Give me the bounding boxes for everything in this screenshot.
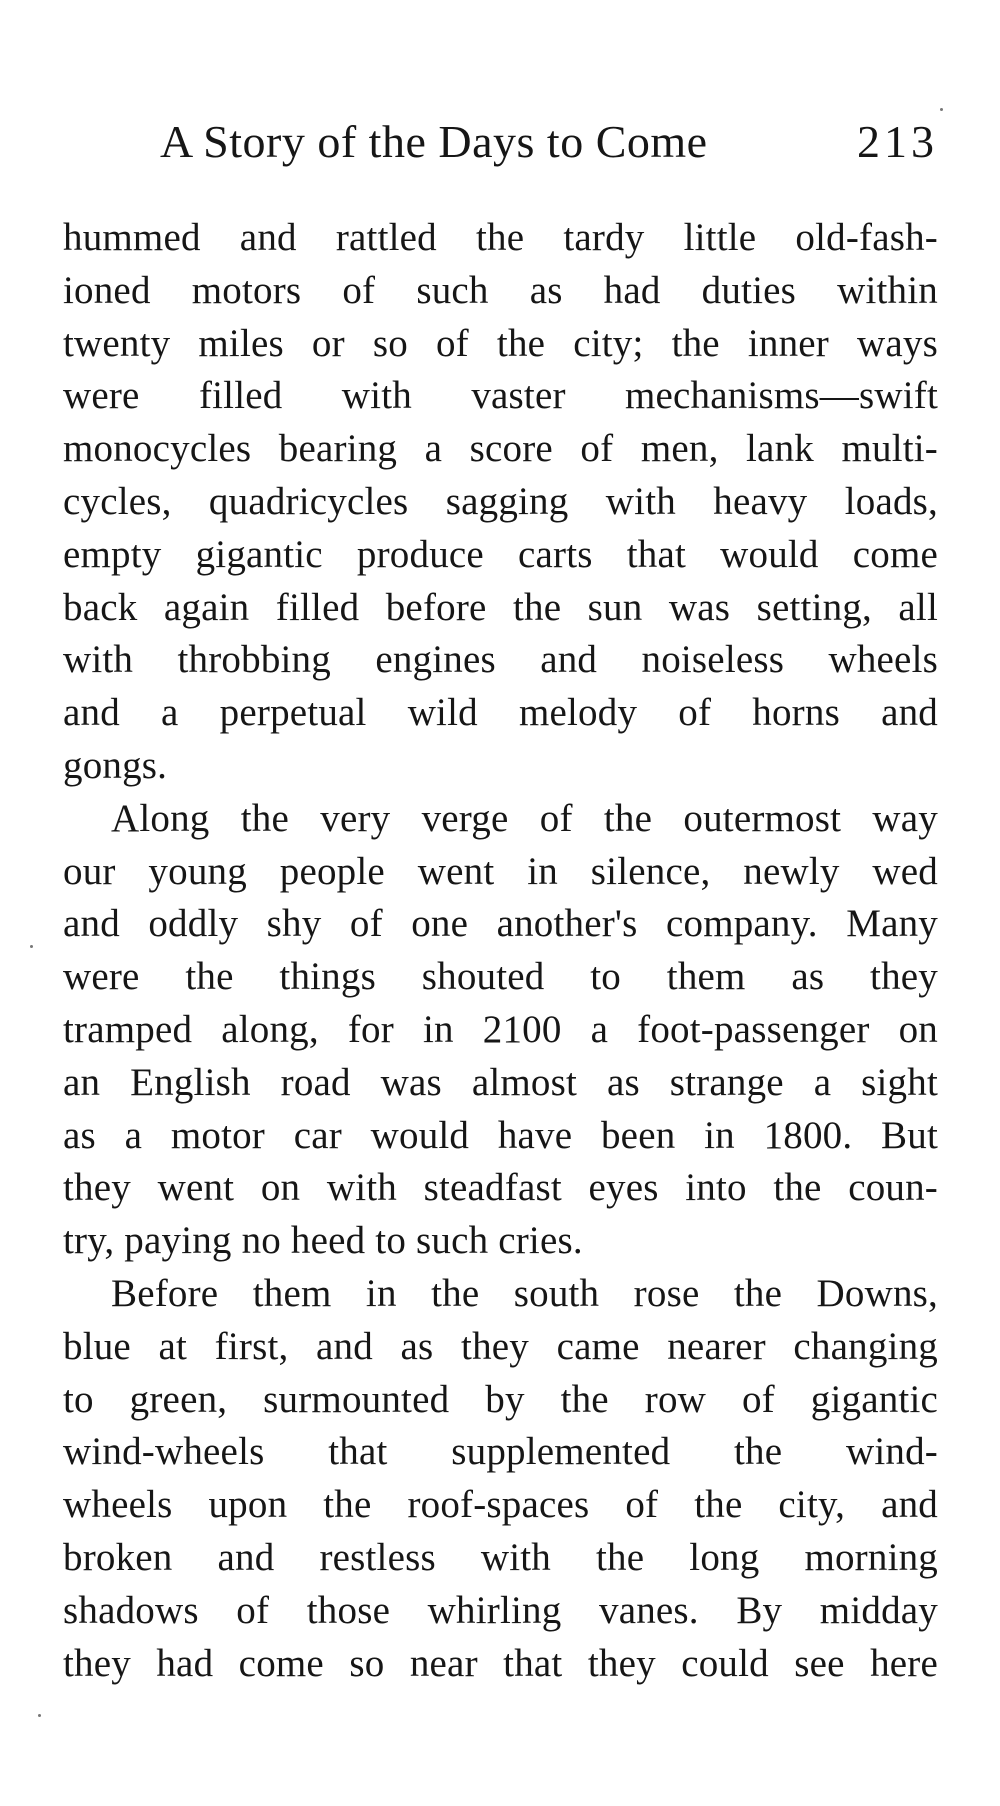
scan-speck — [30, 945, 33, 948]
text-line: Along the very verge of the outermost way — [111, 796, 938, 840]
text-line: twenty miles or so of the city; the inner ways — [63, 321, 938, 365]
running-title: A Story of the Days to Come — [160, 116, 708, 167]
paragraph-1 — [63, 212, 938, 793]
text-line: to green, surmounted by the row of gigantic — [63, 1377, 938, 1421]
text-line: they had come so near that they could see here — [63, 1641, 938, 1685]
text-line: monocycles bearing a score of men, lank multi- — [63, 427, 938, 471]
running-head — [160, 112, 938, 172]
text-line: were filled with vaster mechanisms—swift — [63, 374, 938, 418]
text-line: cycles, quadricycles sagging with heavy loads, — [63, 479, 938, 523]
paragraph-3 — [63, 1268, 938, 1690]
text-line: broken and restless with the long morning — [63, 1535, 938, 1579]
text-line: Before them in the south rose the Downs, — [111, 1271, 938, 1315]
text-line: an English road was almost as strange a sight — [63, 1060, 938, 1104]
text-line: tramped along, for in 2100 a foot-passenger on — [63, 1007, 938, 1051]
text-line: hummed and rattled the tardy little old-fash- — [63, 216, 938, 259]
text-line: our young people went in silence, newly wed — [63, 849, 938, 893]
page-number: 213 — [857, 116, 938, 167]
text-line: and a perpetual wild melody of horns and — [63, 691, 938, 735]
text-line: empty gigantic produce carts that would come — [63, 532, 938, 576]
scan-speck — [940, 108, 943, 111]
text-line: wind-wheels that supplemented the wind- — [63, 1430, 938, 1474]
paragraph-2 — [63, 793, 938, 1268]
text-line: gongs. — [63, 743, 168, 787]
text-line: blue at first, and as they came nearer changing — [63, 1324, 938, 1368]
text-line: were the things shouted to them as they — [63, 955, 938, 999]
text-line: they went on with steadfast eyes into the coun- — [63, 1166, 938, 1210]
text-line: wheels upon the roof-spaces of the city, and — [63, 1483, 938, 1527]
text-line: back again filled before the sun was setting, all — [63, 585, 938, 629]
text-line: try, paying no heed to such cries. — [63, 1219, 583, 1263]
text-line: shadows of those whirling vanes. By midday — [63, 1588, 938, 1632]
scan-speck — [38, 1714, 41, 1717]
text-line: and oddly shy of one another's company. Many — [63, 902, 938, 946]
text-line: ioned motors of such as had duties within — [63, 268, 938, 312]
text-line: as a motor car would have been in 1800. But — [63, 1113, 938, 1157]
body-text — [63, 212, 938, 1690]
text-line: with throbbing engines and noiseless wheels — [63, 638, 938, 682]
